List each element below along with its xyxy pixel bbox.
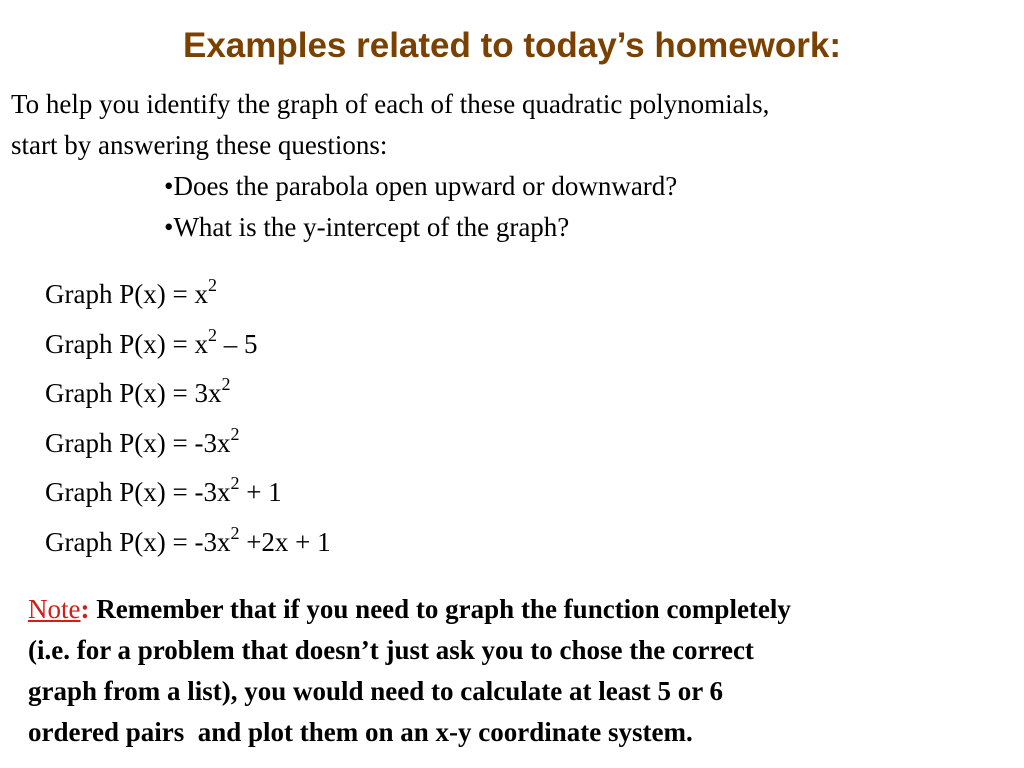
graph-example-5-rest: + 1 [239, 477, 282, 508]
graph-examples-list [45, 272, 331, 570]
graph-example-3 [45, 371, 331, 421]
graph-example-6 [45, 520, 331, 570]
note-line-3: graph from a list), you would need to calculate at least 5 or 6 [28, 676, 723, 706]
note-colon: : [80, 594, 90, 624]
note-text-1: Remember that if you need to graph the function completely [89, 594, 791, 624]
graph-example-4-text: Graph P(x) = -3x [45, 427, 231, 458]
graph-example-3-text: Graph P(x) = 3x [45, 378, 222, 409]
graph-example-5-exponent: 2 [230, 473, 240, 494]
intro-line-1: To help you identify the graph of each of these quadratic polynomials, [11, 89, 770, 119]
question-item-direction: •Does the parabola open upward or downward? [164, 171, 678, 201]
graph-example-5 [45, 470, 331, 520]
note-label: Note [28, 594, 81, 624]
graph-example-5-text: Graph P(x) = -3x [45, 477, 231, 508]
graph-example-4 [45, 421, 331, 471]
page-title: Examples related to today’s homework: [182, 26, 842, 65]
graph-example-6-rest: +2x + 1 [239, 526, 331, 557]
graph-example-1-exponent: 2 [207, 275, 217, 295]
graph-example-4-exponent: 2 [230, 423, 240, 444]
graph-example-6-exponent: 2 [230, 522, 240, 543]
note-block [28, 589, 1013, 753]
intro-line-2: start by answering these questions: [11, 130, 388, 160]
question-list [164, 166, 677, 248]
intro-text [11, 84, 1016, 166]
graph-example-3-exponent: 2 [221, 374, 231, 395]
note-line-4: ordered pairs and plot them on an x-y coordinate system. [28, 717, 693, 747]
graph-example-2-text: Graph P(x) = x [45, 328, 208, 359]
graph-example-2 [45, 322, 331, 372]
note-line-1 [28, 589, 1013, 630]
graph-example-6-text: Graph P(x) = -3x [45, 526, 231, 557]
graph-example-1-text: Graph P(x) = x [45, 279, 208, 309]
graph-example-1 [45, 272, 331, 322]
graph-example-2-rest: – 5 [216, 328, 258, 359]
graph-example-2-exponent: 2 [207, 324, 217, 345]
note-line-2: (i.e. for a problem that doesn’t just ask you to chose the correct [28, 635, 754, 665]
question-item-intercept: •What is the y-intercept of the graph? [164, 212, 570, 242]
